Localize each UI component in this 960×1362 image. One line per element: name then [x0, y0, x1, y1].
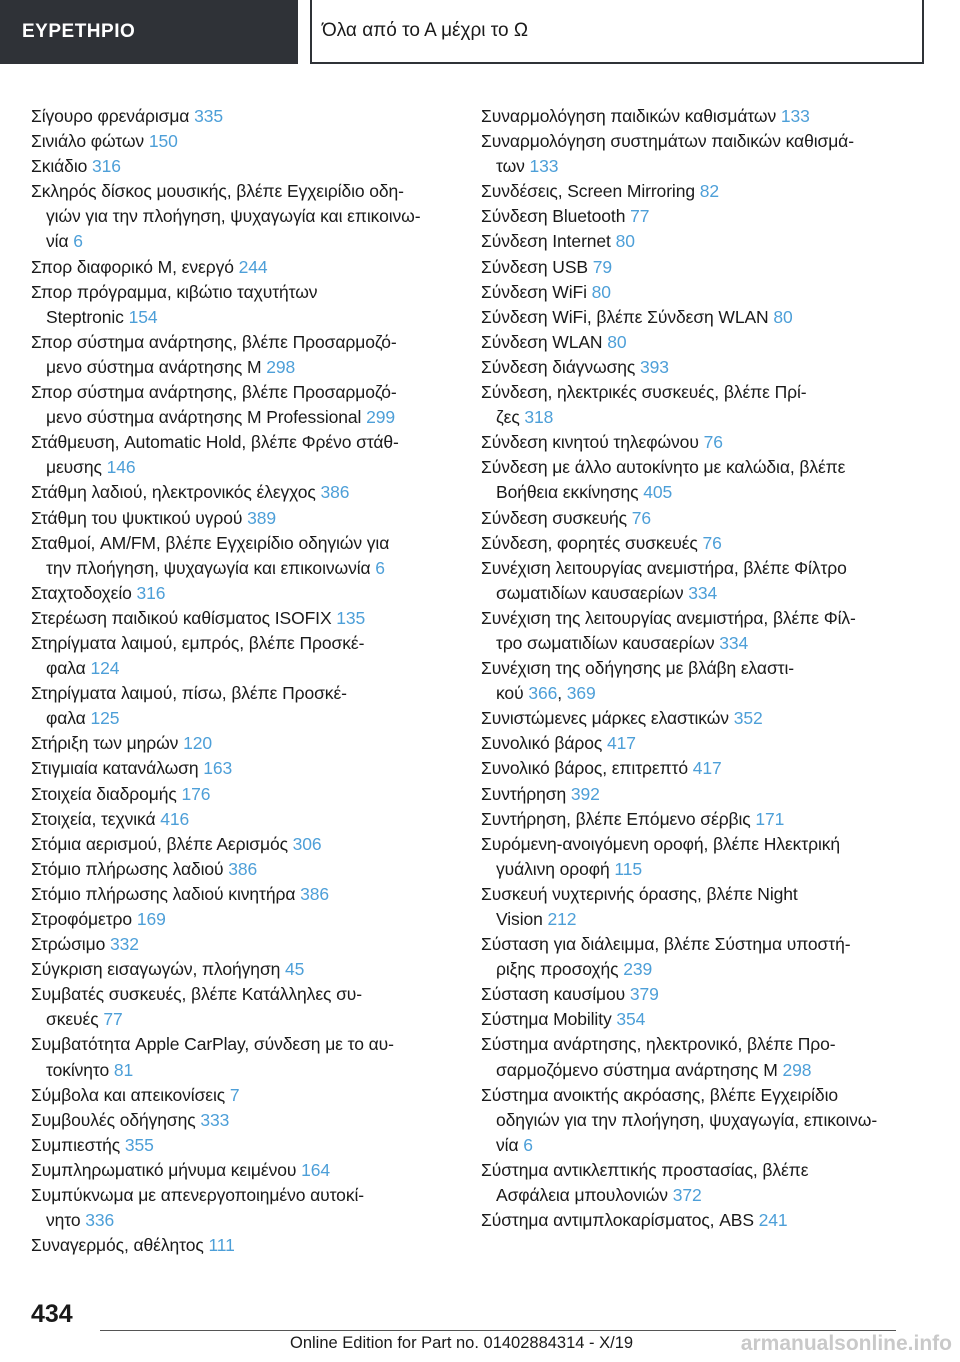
entry-text: Συναρμολόγηση παιδικών καθισμάτων — [481, 106, 781, 126]
page-reference-link[interactable]: 299 — [366, 407, 395, 428]
entry-text: Συμπύκνωμα με απενεργοποιημένο αυτοκί‐ — [31, 1185, 364, 1206]
index-entry — [31, 882, 451, 907]
entry-text: Συναγερμός, αθέλητος — [31, 1235, 209, 1256]
page-reference-link[interactable]: 115 — [614, 858, 642, 879]
index-entry — [31, 1108, 451, 1133]
entry-text: Σύστημα Mobility — [481, 1009, 617, 1030]
index-entry — [31, 280, 451, 330]
index-entry — [31, 1233, 451, 1258]
entry-text: Στάθμευση, Automatic Hold, βλέπε Φρένο στάθ‐ — [31, 432, 399, 453]
index-column-left — [31, 104, 451, 1258]
index-entry — [31, 129, 451, 154]
entry-text: ριξης προσοχής — [496, 959, 624, 980]
entry-text: Βοήθεια εκκίνησης — [496, 482, 644, 503]
page-reference-link[interactable]: 6 — [73, 231, 83, 252]
entry-text: τοκίνητο — [46, 1059, 114, 1080]
page-reference-link[interactable]: 332 — [109, 934, 139, 955]
index-entry — [31, 1032, 451, 1082]
index-entry — [481, 731, 911, 756]
page-reference-link[interactable]: 111 — [208, 1235, 235, 1256]
index-entry — [481, 1208, 911, 1233]
entry-text: Στιγμιαία κατανάλωση — [31, 758, 204, 779]
entry-text: σκευές — [46, 1009, 104, 1030]
page-reference-link[interactable]: 316 — [92, 156, 121, 177]
entry-text: οδηγιών για την πλοήγηση, ψυχαγωγία, επικοινω‐ — [496, 1109, 878, 1130]
entry-text: Στόμια αερισμού, βλέπε Αερισμός — [31, 833, 293, 854]
entry-text: Σύνδεση κινητού τηλεφώνου — [481, 432, 704, 453]
index-entry — [31, 907, 451, 932]
entry-text: Σταθμοί, AM/FM, βλέπε Εγχειρίδιο οδηγιών για — [31, 532, 390, 553]
index-entry — [481, 104, 911, 129]
entry-text: μενο σύστημα ανάρτησης M — [46, 356, 267, 377]
index-entry — [481, 305, 911, 330]
entry-text: Συμβατές συσκευές, βλέπε Κατάλληλες συ‐ — [31, 984, 363, 1005]
entry-text: Σύνδεση Internet — [481, 231, 616, 252]
index-entry — [481, 280, 911, 305]
page-reference-link[interactable]: 298 — [266, 356, 296, 377]
entry-text: Σύσταση για διάλειμμα, βλέπε Σύστημα υποστή‐ — [481, 934, 851, 955]
entry-text: μενο σύστημα ανάρτησης M Professional — [46, 407, 367, 428]
page-reference-link[interactable]: 163 — [203, 758, 233, 779]
entry-text: Συνολικό βάρος, επιτρεπτό — [481, 758, 693, 779]
entry-text: Σύνδεση WiFi, βλέπε Σύνδεση WLAN — [481, 306, 774, 327]
page-reference-link[interactable]: 369 — [566, 683, 596, 704]
entry-text: Σπορ σύστημα ανάρτησης, βλέπε Προσαρμοζό‐ — [31, 331, 397, 352]
page-reference-link[interactable]: 355 — [124, 1134, 154, 1155]
entry-text: Στρώσιμο — [31, 934, 110, 955]
page-reference-link[interactable]: 354 — [616, 1009, 646, 1030]
entry-text: Συμβατότητα Apple CarPlay, σύνδεση με το αυ‐ — [31, 1034, 394, 1055]
index-entry — [31, 1133, 451, 1158]
entry-text: Συμπιεστής — [31, 1134, 125, 1155]
entry-text: Συνέχιση λειτουργίας ανεμιστήρα, βλέπε Φίλτρο — [481, 557, 847, 578]
index-entry — [481, 982, 911, 1007]
entry-text: Στάθμη λαδιού, ηλεκτρονικός έλεγχος — [31, 482, 321, 503]
page-reference-link[interactable]: 171 — [755, 808, 785, 829]
entry-text: Σύνδεση, φορητές συσκευές — [481, 532, 703, 553]
index-entry — [481, 1007, 911, 1032]
index-entry — [481, 380, 911, 430]
page-reference-link[interactable]: 386 — [300, 883, 329, 904]
index-entry — [31, 731, 451, 756]
entry-text: Συντήρηση, βλέπε Επόμενο σέρβις — [481, 808, 756, 829]
page-header — [0, 0, 960, 66]
page-reference-link[interactable]: 164 — [301, 1159, 331, 1180]
entry-text: Σύστημα ανάρτησης, ηλεκτρονικό, βλέπε Προ‐ — [481, 1034, 836, 1055]
entry-text: Στοιχεία, τεχνικά — [31, 808, 161, 829]
page-reference-link[interactable]: 124 — [90, 658, 120, 679]
index-entry — [481, 1032, 911, 1082]
entry-text: την πλοήγηση, ψυχαγωγία και επικοινωνία — [46, 557, 376, 578]
page-reference-link[interactable]: 336 — [85, 1210, 115, 1231]
entry-text: Σύνδεση WiFi — [481, 281, 592, 302]
index-entry — [31, 782, 451, 807]
page-reference-link[interactable]: 80 — [615, 231, 635, 252]
entry-text: Συμπληρωματικό μήνυμα κειμένου — [31, 1159, 302, 1180]
page-reference-link[interactable]: 417 — [692, 758, 722, 779]
entry-text: νητο — [46, 1210, 86, 1231]
entry-text: νία — [46, 231, 74, 252]
edition-note: Online Edition for Part no. 01402884314 - X/19 — [290, 1334, 634, 1352]
page-reference-link[interactable]: 379 — [629, 984, 659, 1005]
page-reference-link[interactable]: 366 — [528, 683, 558, 704]
page-footer — [0, 1334, 960, 1362]
index-entry — [31, 606, 451, 631]
entry-text: Σύνδεση USB — [481, 256, 593, 277]
entry-text: Στροφόμετρο — [31, 909, 137, 929]
index-entry — [481, 1083, 911, 1158]
entry-text: Συνολικό βάρος — [481, 733, 607, 754]
index-entry — [31, 681, 451, 731]
entry-text: Συνέχιση της λειτουργίας ανεμιστήρα, βλέπε Φίλ‐ — [481, 607, 856, 628]
index-entry — [481, 882, 911, 932]
entry-text: Σύστημα αντιμπλοκαρίσματος, ABS — [481, 1210, 759, 1231]
page-reference-link[interactable]: 306 — [292, 833, 322, 854]
page-reference-link[interactable]: 120 — [183, 733, 212, 754]
entry-text: Στάθμη του ψυκτικού υγρού — [31, 507, 248, 528]
page-reference-link[interactable]: 244 — [238, 256, 268, 277]
page-reference-link[interactable]: 386 — [320, 482, 350, 503]
page-reference-link[interactable]: 169 — [136, 909, 166, 929]
entry-text: Σύνδεση διάγνωσης — [481, 356, 641, 377]
entry-text: Σύνδεση WLAN — [481, 331, 608, 352]
entry-text: Vision — [496, 909, 548, 929]
page-reference-link[interactable]: 241 — [758, 1210, 788, 1231]
index-entry — [31, 531, 451, 581]
page-reference-link[interactable]: 80 — [591, 281, 611, 302]
index-entry — [31, 982, 451, 1032]
index-entry: Συνέχιση της οδήγησης με βλάβη ελαστι‐ κού 366, 369 — [481, 658, 794, 704]
page-reference-link[interactable]: 334 — [688, 582, 718, 603]
page-reference-link[interactable]: 146 — [106, 457, 136, 478]
entry-text: Συρόμενη-ανοιγόμενη οροφή, βλέπε Ηλεκτρική — [481, 833, 841, 854]
page-reference-link[interactable]: 7 — [229, 1084, 240, 1105]
entry-text: Σπορ πρόγραμμα, κιβώτιο ταχυτήτων — [31, 281, 318, 302]
page-reference-link[interactable]: 239 — [623, 959, 653, 980]
index-entry — [31, 581, 451, 606]
entry-text: Σύστημα ανοικτής ακρόασης, βλέπε Εγχειρίδιο — [481, 1084, 838, 1105]
index-entry — [481, 606, 911, 656]
index-entry — [31, 430, 451, 480]
page-reference-link[interactable]: 125 — [90, 708, 120, 729]
index-entry — [481, 330, 911, 355]
entry-text: Σύστημα αντικλεπτικής προστασίας, βλέπε — [481, 1159, 809, 1180]
entry-text: Σύνδεση, ηλεκτρικές συσκευές, βλέπε Πρί‐ — [481, 382, 807, 403]
page-reference-link[interactable]: 386 — [228, 858, 258, 879]
entry-text: Σινιάλο φώτων — [31, 131, 149, 152]
index-entry — [31, 807, 451, 832]
page-reference-link[interactable]: 6 — [523, 1134, 533, 1155]
entry-text: Σκιάδιο — [31, 156, 92, 177]
page-reference-link[interactable]: 389 — [247, 507, 277, 528]
index-entry — [31, 857, 451, 882]
entry-text: γιών για την πλοήγηση, ψυχαγωγία και επικοινω‐ — [46, 206, 421, 227]
index-entry — [31, 1183, 451, 1233]
entry-text: Συνδέσεις, Screen Mirroring — [481, 181, 700, 202]
entry-text: ζες — [496, 407, 525, 428]
page-reference-link[interactable]: 392 — [570, 783, 600, 804]
entry-text: των — [496, 156, 530, 177]
index-entry — [31, 957, 451, 982]
entry-text: Συναρμολόγηση συστημάτων παιδικών καθισμά‐ — [481, 131, 854, 152]
page-reference-link[interactable]: 417 — [606, 733, 636, 754]
page-reference-link[interactable]: 212 — [547, 909, 577, 929]
section-subtitle: Όλα από το Α μέχρι το Ω — [310, 0, 924, 64]
index-entry — [481, 506, 911, 531]
index-entry — [481, 531, 911, 556]
page-reference-link[interactable]: 135 — [336, 607, 366, 628]
index-entry — [31, 832, 451, 857]
entry-text: Συσκευή νυχτερινής όρασης, βλέπε Night — [481, 883, 798, 904]
footer-divider — [100, 1330, 896, 1331]
index-entry — [481, 430, 911, 455]
page-reference-link[interactable]: 133 — [529, 156, 559, 177]
page-reference-link[interactable]: 333 — [200, 1109, 230, 1130]
index-entry — [31, 1158, 451, 1183]
index-entry — [481, 1158, 911, 1208]
entry-text: Σύνδεση Bluetooth — [481, 206, 631, 227]
index-entry — [31, 756, 451, 781]
page-reference-link[interactable]: 316 — [136, 582, 166, 603]
page-reference-link[interactable]: 80 — [607, 331, 627, 352]
page-reference-link[interactable]: 77 — [103, 1009, 123, 1030]
page-reference-link[interactable]: 79 — [592, 256, 612, 277]
index-entry — [481, 179, 911, 204]
entry-text: Στηρίγματα λαιμού, πίσω, βλέπε Προσκέ‐ — [31, 683, 347, 704]
page-reference-link[interactable]: 393 — [640, 356, 669, 377]
entry-text: φαλα — [46, 708, 91, 729]
entry-text: σωματιδίων καυσαερίων — [496, 582, 689, 603]
page-reference-link[interactable]: 352 — [733, 708, 763, 729]
entry-text: Σύσταση καυσίμου — [481, 984, 630, 1005]
page-reference-link[interactable]: 154 — [128, 306, 158, 327]
index-entry — [31, 179, 451, 254]
index-entry — [481, 706, 911, 731]
index-entry — [31, 506, 451, 531]
page-reference-link[interactable]: 77 — [630, 206, 650, 227]
page-reference-link[interactable]: 150 — [148, 131, 178, 152]
entry-text: Στόμιο πλήρωσης λαδιού κινητήρα — [31, 883, 301, 904]
index-entry — [481, 782, 911, 807]
page-reference-link[interactable]: 405 — [643, 482, 673, 503]
index-column-right — [481, 104, 911, 1233]
page-reference-link[interactable]: 76 — [703, 432, 723, 453]
watermark: armanualsonline.info — [740, 1334, 952, 1355]
index-entry — [481, 832, 911, 882]
entry-text: Στοιχεία διαδρομής — [31, 783, 182, 804]
index-entry — [481, 807, 911, 832]
index-entry — [481, 756, 911, 781]
page-reference-link[interactable]: 80 — [773, 306, 793, 327]
index-entry — [31, 631, 451, 681]
index-entry — [31, 932, 451, 957]
index-entry — [481, 229, 911, 254]
index-entry — [481, 255, 911, 280]
entry-text: Συνιστώμενες μάρκες ελαστικών — [481, 708, 734, 729]
entry-text: Σύμβολα και απεικονίσεις — [31, 1084, 230, 1105]
entry-text: Σκληρός δίσκος μουσικής, βλέπε Εγχειρίδιο οδη‐ — [31, 181, 404, 202]
page-number: 434 — [31, 1300, 73, 1328]
index-entry — [31, 380, 451, 430]
entry-text: Ασφάλεια μπουλονιών — [496, 1185, 673, 1206]
entry-text: Στηρίγματα λαιμού, εμπρός, βλέπε Προσκέ‐ — [31, 632, 365, 653]
entry-text: Συντήρηση — [481, 783, 571, 804]
entry-text: Σύγκριση εισαγωγών, πλοήγηση — [31, 959, 286, 980]
entry-text: Σύνδεση συσκευής — [481, 507, 632, 528]
entry-text: Στερέωση παιδικού καθίσματος ISOFIX — [31, 607, 337, 628]
page-reference-link[interactable]: 176 — [181, 783, 211, 804]
entry-text: Σταχτοδοχείο — [31, 582, 137, 603]
page-reference-link[interactable]: 133 — [780, 106, 810, 126]
page-reference-link[interactable]: 6 — [375, 557, 385, 578]
page-reference-link[interactable]: 76 — [631, 507, 651, 528]
page-reference-link[interactable]: 334 — [719, 632, 749, 653]
entry-text: μευσης — [46, 457, 107, 478]
section-tab: ΕΥΡΕΤΗΡΙΟ — [0, 0, 298, 64]
entry-text: νία — [496, 1134, 524, 1155]
page-reference-link[interactable]: 298 — [782, 1059, 812, 1080]
page-reference-link[interactable]: 318 — [524, 407, 554, 428]
index-entry — [31, 1083, 451, 1108]
index-entry — [31, 154, 451, 179]
entry-text: φαλα — [46, 658, 91, 679]
page-reference-link[interactable]: 45 — [285, 959, 305, 980]
index-entry — [31, 104, 451, 129]
index-entry — [31, 255, 451, 280]
entry-text: κού — [496, 683, 529, 704]
page-reference-link[interactable]: 335 — [194, 106, 223, 126]
page-reference-link[interactable]: 416 — [160, 808, 190, 829]
entry-text: Σπορ σύστημα ανάρτησης, βλέπε Προσαρμοζό‐ — [31, 382, 397, 403]
entry-text: γυάλινη οροφή — [496, 858, 615, 879]
entry-text: σαρμοζόμενο σύστημα ανάρτησης M — [496, 1059, 783, 1080]
index-entry — [481, 355, 911, 380]
entry-text: Στόμιο πλήρωσης λαδιού — [31, 858, 229, 879]
index-entry — [481, 556, 911, 606]
entry-text: Συνέχιση της οδήγησης με βλάβη ελαστι‐ — [481, 658, 794, 679]
entry-text: Steptronic — [46, 306, 129, 327]
page-reference-link[interactable]: 81 — [113, 1059, 134, 1080]
index-entry — [31, 330, 451, 380]
index-entry — [481, 455, 911, 505]
entry-text: Σύνδεση με άλλο αυτοκίνητο με καλώδια, βλέπε — [481, 457, 846, 478]
index-entry — [481, 129, 911, 179]
entry-text: Συμβουλές οδήγησης — [31, 1109, 201, 1130]
index-entry — [481, 932, 911, 982]
entry-text: τρο σωματιδίων καυσαερίων — [496, 632, 720, 653]
index-entry — [31, 480, 451, 505]
index-entry — [481, 204, 911, 229]
entry-text: Σπορ διαφορικό M, ενεργό — [31, 256, 239, 277]
page-reference-link[interactable]: 372 — [672, 1185, 702, 1206]
entry-text: Σίγουρο φρενάρισμα — [31, 106, 195, 126]
page-reference-link[interactable]: 82 — [699, 181, 720, 202]
page-reference-link[interactable]: 76 — [702, 532, 722, 553]
entry-text: Στήριξη των μηρών — [31, 733, 184, 754]
